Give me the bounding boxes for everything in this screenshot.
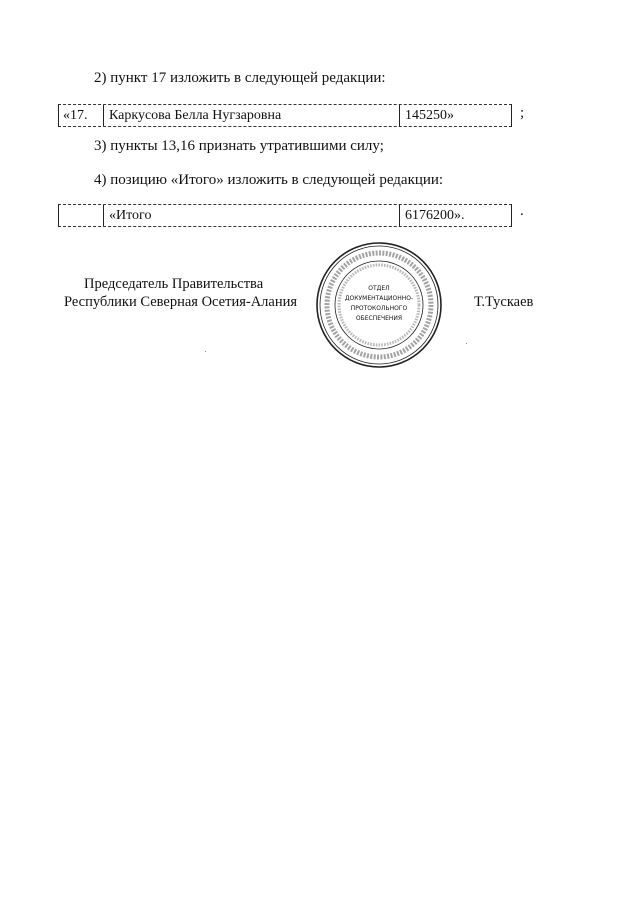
row-17-number: «17. — [63, 108, 88, 123]
item-4-text: 4) позицию «Итого» изложить в следующей редакции: — [94, 172, 444, 188]
seal-center-line: ДОКУМЕНТАЦИОННО- — [344, 295, 414, 302]
item-2-text: 2) пункт 17 изложить в следующей редакции: — [94, 70, 386, 86]
row-17-name: Каркусова Белла Нугзаровна — [109, 108, 282, 123]
item-3-text: 3) пункты 13,16 признать утратившими силу; — [94, 138, 384, 154]
seal-center-line: ОТДЕЛ — [368, 285, 390, 292]
row-17-terminator: ; — [520, 105, 525, 121]
table-row-total — [58, 204, 512, 227]
scan-speck — [205, 351, 206, 352]
column-divider — [103, 205, 104, 226]
scan-speck — [466, 343, 467, 344]
column-divider — [103, 105, 104, 126]
row-total-name: «Итого — [109, 208, 152, 223]
column-divider — [399, 205, 400, 226]
seal-center-line: ПРОТОКОЛЬНОГО — [350, 305, 408, 312]
official-seal-stamp — [314, 240, 444, 370]
seal-center-line: ОБЕСПЕЧЕНИЯ — [355, 315, 403, 322]
signature-title-line-2: Республики Северная Осетия-Алания — [64, 294, 298, 310]
table-row-17 — [58, 104, 512, 127]
signature-title-line-1: Председатель Правительства — [84, 276, 264, 292]
signatory-name: Т.Тускаев — [474, 294, 534, 310]
row-total-amount: 6176200». — [405, 208, 465, 223]
column-divider — [399, 105, 400, 126]
row-17-amount: 145250» — [405, 108, 454, 123]
row-total-terminator: . — [520, 203, 524, 219]
row-total-number — [59, 205, 103, 226]
